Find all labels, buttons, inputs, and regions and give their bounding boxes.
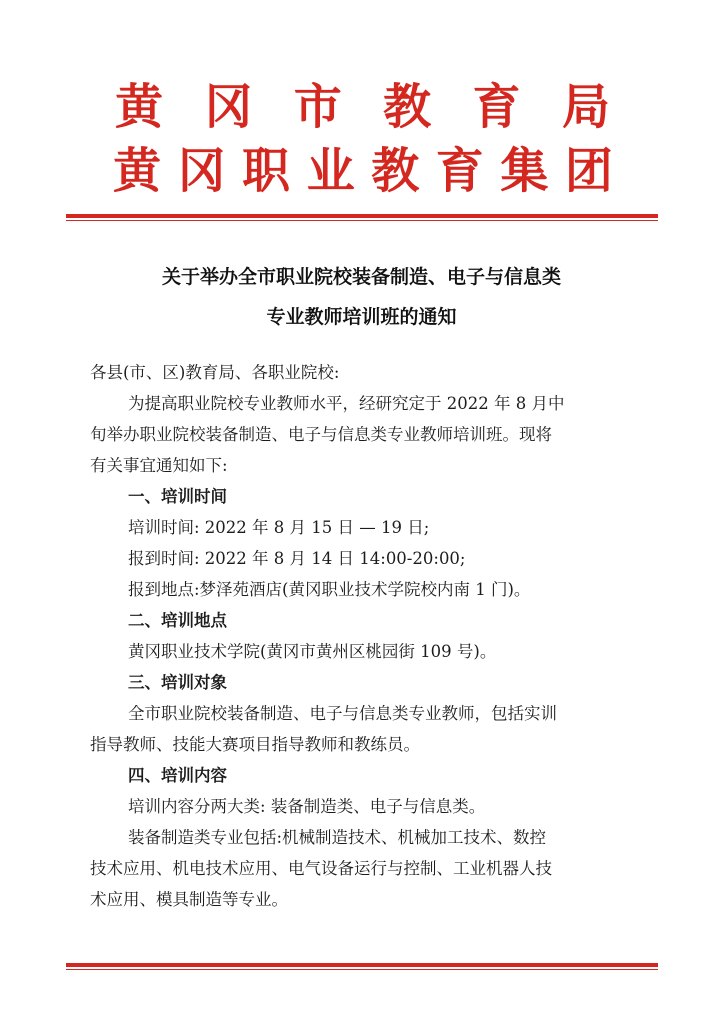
notice-title-line-1: 关于举办全市职业院校装备制造、电子与信息类 (161, 266, 561, 288)
audience-line-1: 全市职业院校装备制造、电子与信息类专业教师，包括实训 (128, 704, 557, 723)
content-line-1: 培训内容分两大类: 装备制造类、电子与信息类。 (128, 797, 486, 816)
header-char: 教 (371, 143, 420, 199)
header-char: 市 (293, 79, 342, 135)
header-char: 黄 (112, 143, 161, 199)
section-heading-content: 四、培训内容 (128, 766, 227, 785)
header-char: 集 (500, 143, 549, 199)
intro-line-2: 旬举办职业院校装备制造、电子与信息类专业教师培训班。现将 (90, 425, 552, 444)
header-char: 冈 (177, 143, 226, 199)
section-heading-place: 二、培训地点 (128, 611, 227, 630)
header-char: 局 (561, 79, 610, 135)
rule-thin-line (66, 220, 658, 221)
salutation: 各县(市、区)教育局、各职业院校: (90, 363, 340, 382)
header-char: 业 (306, 143, 355, 199)
content-line-4: 术应用、模具制造等专业。 (90, 890, 288, 909)
training-place: 黄冈职业技术学院(黄冈市黄州区桃园街 109 号)。 (128, 642, 497, 661)
section-heading-audience: 三、培训对象 (128, 673, 227, 692)
issuer-header-line-2 (108, 142, 618, 200)
footer-red-rule (66, 963, 658, 970)
content-line-2: 装备制造类专业包括:机械制造技术、机械加工技术、数控 (128, 828, 547, 847)
section-heading-time: 一、培训时间 (128, 487, 227, 506)
header-char: 黄 (114, 79, 163, 135)
header-char: 育 (435, 143, 484, 199)
header-char: 教 (383, 79, 432, 135)
content-line-3: 技术应用、机电技术应用、电气设备运行与控制、工业机器人技 (90, 859, 552, 878)
issuer-header-line-1 (110, 78, 615, 136)
header-char: 冈 (204, 79, 253, 135)
header-char: 职 (242, 143, 291, 199)
report-time: 报到时间: 2022 年 8 月 14 日 14:00-20:00; (128, 549, 466, 568)
rule-thick-line (66, 963, 658, 967)
rule-thick-line (66, 214, 658, 218)
audience-line-2: 指导教师、技能大赛项目指导教师和教练员。 (90, 735, 420, 754)
header-char: 团 (564, 143, 613, 199)
header-red-rule (66, 214, 658, 221)
intro-line-3: 有关事宜通知如下: (90, 456, 228, 475)
intro-line-1: 为提高职业院校专业教师水平，经研究定于 2022 年 8 月中 (128, 394, 565, 413)
notice-body (90, 357, 635, 915)
notice-title-line-2: 专业教师培训班的通知 (266, 306, 457, 328)
training-time: 培训时间: 2022 年 8 月 15 日 — 19 日; (128, 518, 430, 537)
report-place: 报到地点:梦泽苑酒店(黄冈职业技术学院校内南 1 门)。 (128, 580, 531, 599)
rule-thin-line (66, 969, 658, 970)
header-char: 育 (472, 79, 521, 135)
